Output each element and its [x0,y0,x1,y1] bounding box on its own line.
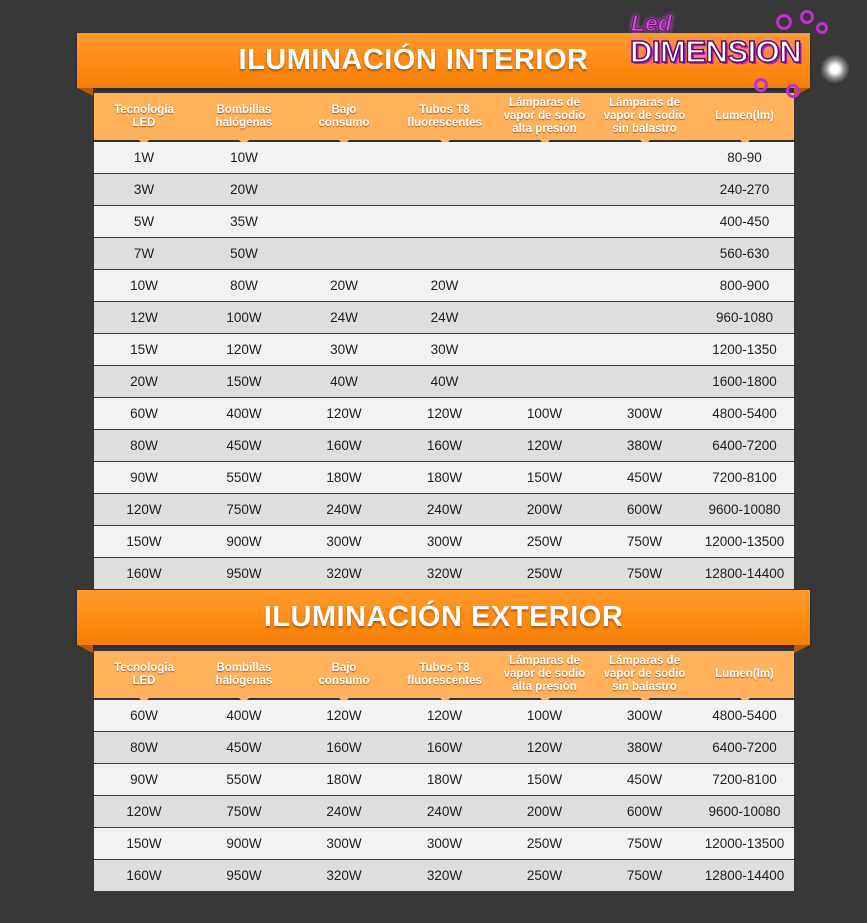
table-cell: 250W [526,534,563,549]
table-cell: 240-270 [719,182,770,197]
table-cell: 20W [230,182,258,197]
logo-dimension-text: DIMENSION [630,34,802,69]
table-cell: 200W [526,804,563,819]
table-cell: 320W [426,566,463,581]
table-cell: 180W [426,470,463,485]
table-row [94,700,794,732]
table-cell: 5W [133,214,155,229]
table-cell: 240W [326,804,362,819]
table-cell: 250W [526,868,563,883]
table-cell [294,238,394,269]
bubble-icon [800,10,814,24]
table-cell: 4800-5400 [712,708,777,723]
table-cell: 120W [326,406,362,421]
table-cell: 300W [626,708,663,723]
table-cell [594,238,695,269]
table-cell: 9600-10080 [708,804,781,819]
table-cell: 750W [226,804,262,819]
table-cell: 80W [130,438,158,453]
table-cell: 150W [526,772,563,787]
table-cell: 550W [226,470,262,485]
table-cell: 600W [626,502,663,517]
table-cell: 300W [626,406,663,421]
logo-led-text: Led [631,10,672,36]
bubble-icon [754,78,768,92]
table-row [94,398,794,430]
table-cell [394,174,495,205]
table-cell: 180W [426,772,463,787]
table-cell: 60W [130,708,158,723]
table-cell [594,174,695,205]
table-row [94,494,794,526]
table-cell: 560-630 [719,246,770,261]
header-sodium-no-ballast: Lámparas de vapor de sodio sin balastro [594,651,695,698]
table-row [94,828,794,860]
table-row [94,430,794,462]
table-cell: 150W [126,534,162,549]
table-cell [495,142,594,173]
bubble-icon [776,14,792,30]
table-cell: 750W [626,868,663,883]
table-cell: 20W [330,278,358,293]
interior-table-body [94,142,794,590]
table-cell: 750W [626,836,663,851]
table-cell: 10W [230,150,258,165]
table-row [94,558,794,590]
table-cell: 120W [326,708,362,723]
table-cell: 320W [426,868,463,883]
table-cell [294,142,394,173]
table-cell: 40W [330,374,358,389]
table-cell: 90W [130,470,158,485]
table-cell [495,366,594,397]
table-cell [394,206,495,237]
table-row [94,796,794,828]
header-led: Tecnología LED [94,651,194,698]
table-cell: 300W [326,836,362,851]
table-row [94,526,794,558]
table-cell [594,366,695,397]
light-flare-icon [820,54,850,84]
table-cell [294,206,394,237]
table-cell: 750W [226,502,262,517]
table-cell [495,206,594,237]
table-cell: 160W [126,566,162,581]
table-cell [495,238,594,269]
table-cell: 80-90 [727,150,762,165]
table-row [94,732,794,764]
table-cell: 150W [226,374,262,389]
table-cell: 250W [526,836,563,851]
bubble-icon [816,22,828,34]
table-row [94,764,794,796]
header-sodium-high-pressure: Lámparas de vapor de sodio alta presión [495,93,594,140]
table-cell [495,174,594,205]
bubble-icon [786,84,800,98]
table-cell: 200W [526,502,563,517]
table-cell: 450W [626,772,663,787]
table-cell: 7200-8100 [712,772,777,787]
interior-title: ILUMINACIÓN INTERIOR [238,44,589,76]
table-cell: 300W [426,836,463,851]
table-cell: 450W [226,740,262,755]
table-cell: 160W [326,438,362,453]
table-cell: 300W [426,534,463,549]
table-cell: 100W [226,310,262,325]
header-sodium-no-ballast: Lámparas de vapor de sodio sin balastro [594,93,695,140]
table-cell: 240W [326,502,362,517]
table-cell: 240W [426,804,463,819]
table-cell [495,334,594,365]
table-cell: 320W [326,868,362,883]
table-cell: 550W [226,772,262,787]
table-cell: 960-1080 [715,310,774,325]
header-low-consumption: Bajo consumo [294,651,394,698]
table-cell: 30W [330,342,358,357]
table-cell: 120W [126,804,162,819]
table-cell: 3W [133,182,155,197]
header-halogen: Bombillas halógenas [194,651,294,698]
interior-table-header [94,93,794,140]
table-cell: 900W [226,534,262,549]
table-cell: 6400-7200 [712,438,777,453]
table-cell: 150W [126,836,162,851]
table-cell: 12W [130,310,158,325]
table-cell: 1600-1800 [712,374,777,389]
table-cell: 450W [226,438,262,453]
table-cell [594,302,695,333]
table-cell [495,302,594,333]
table-cell: 24W [330,310,358,325]
table-cell: 50W [230,246,258,261]
table-cell [594,270,695,301]
table-row [94,142,794,174]
table-cell: 250W [526,566,563,581]
table-cell: 320W [326,566,362,581]
table-row [94,366,794,398]
table-row [94,462,794,494]
exterior-table-body [94,700,794,892]
table-cell [394,238,495,269]
table-cell: 6400-7200 [712,740,777,755]
table-cell: 750W [626,534,663,549]
header-halogen: Bombillas halógenas [194,93,294,140]
table-row [94,302,794,334]
header-lumen: Lumen(lm) [695,651,794,698]
table-cell [394,142,495,173]
table-cell: 240W [426,502,463,517]
table-cell: 7200-8100 [712,470,777,485]
table-cell: 30W [430,342,459,357]
table-cell: 7W [133,246,155,261]
table-cell: 450W [626,470,663,485]
table-cell: 800-900 [719,278,770,293]
table-cell: 380W [626,438,663,453]
table-cell: 9600-10080 [708,502,781,517]
exterior-title: ILUMINACIÓN EXTERIOR [263,601,624,633]
table-cell: 60W [130,406,158,421]
table-row [94,270,794,302]
table-cell: 160W [426,438,463,453]
ribbon-fold-left [77,88,93,96]
table-cell: 1200-1350 [712,342,777,357]
table-cell: 180W [326,470,362,485]
table-cell: 120W [426,708,463,723]
table-cell: 100W [526,708,563,723]
table-cell: 4800-5400 [712,406,777,421]
table-cell: 160W [326,740,362,755]
table-cell: 380W [626,740,663,755]
table-cell: 120W [526,740,563,755]
table-row [94,334,794,366]
table-cell: 100W [526,406,563,421]
exterior-banner [77,590,810,645]
table-cell: 10W [130,278,158,293]
table-cell: 400W [226,406,262,421]
table-cell: 15W [130,342,158,357]
table-cell: 120W [226,342,262,357]
table-cell: 300W [326,534,362,549]
header-t8-tubes: Tubos T8 fluorescentes [394,651,495,698]
table-cell: 120W [126,502,162,517]
table-cell [294,174,394,205]
table-cell [594,206,695,237]
header-lumen: Lumen(lm) [695,93,794,140]
table-cell: 400-450 [719,214,770,229]
table-cell [594,142,695,173]
header-led: Tecnología LED [94,93,194,140]
header-t8-tubes: Tubos T8 fluorescentes [394,93,495,140]
table-cell: 90W [130,772,158,787]
table-cell: 80W [130,740,158,755]
table-cell: 750W [626,566,663,581]
table-cell: 400W [226,708,262,723]
table-cell: 950W [226,868,262,883]
table-cell: 600W [626,804,663,819]
table-cell [594,334,695,365]
header-low-consumption: Bajo consumo [294,93,394,140]
header-sodium-high-pressure: Lámparas de vapor de sodio alta presión [495,651,594,698]
table-cell: 180W [326,772,362,787]
table-row [94,174,794,206]
table-cell: 20W [130,374,158,389]
table-row [94,238,794,270]
table-row [94,860,794,892]
table-cell: 150W [526,470,563,485]
table-cell: 24W [430,310,459,325]
ribbon-fold-right [794,645,810,653]
table-cell: 12800-14400 [704,868,785,883]
table-cell: 12000-13500 [704,534,785,549]
table-cell: 40W [430,374,459,389]
table-cell: 12800-14400 [704,566,785,581]
table-cell [495,270,594,301]
table-cell: 120W [426,406,463,421]
table-cell: 80W [230,278,258,293]
table-cell: 120W [526,438,563,453]
led-dimension-logo [624,8,856,100]
table-cell: 1W [133,150,155,165]
table-cell: 950W [226,566,262,581]
table-cell: 160W [426,740,463,755]
table-cell: 900W [226,836,262,851]
table-row [94,206,794,238]
ribbon-fold-left [77,645,93,653]
table-cell: 12000-13500 [704,836,785,851]
table-cell: 35W [230,214,258,229]
table-cell: 160W [126,868,162,883]
table-cell: 20W [430,278,459,293]
exterior-table-header [94,651,794,698]
